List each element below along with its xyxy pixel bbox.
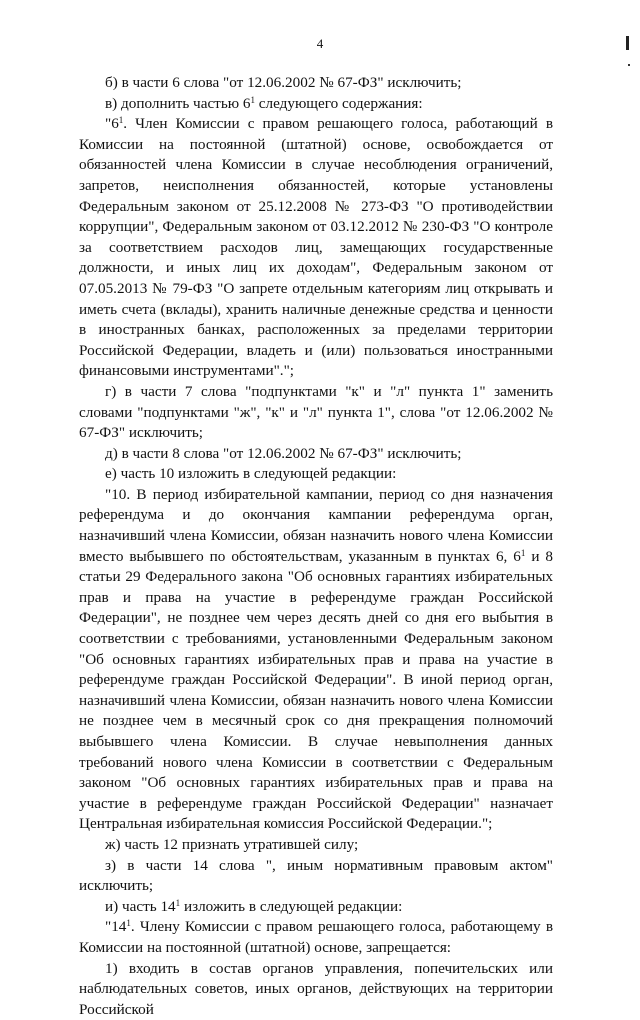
paragraph: и) часть $14^1$ изложить в следующей редакции: xyxy=(105,897,403,915)
paragraph: д) в части 8 слова "от 12.06.2002 № 67-ФЗ" исключить; xyxy=(105,444,462,462)
paragraph: ж) часть 12 признать утратившей силу; xyxy=(105,835,359,853)
paragraph: е) часть 10 изложить в следующей редакции: xyxy=(105,465,397,483)
document-body xyxy=(79,73,553,1020)
paragraph: в) дополнить частью $6^1$ следующего содержания: xyxy=(105,94,423,112)
paragraph: з) в части 14 слова ", иным нормативным правовым актом" исключить; xyxy=(79,856,553,895)
paragraph: б) в части 6 слова "от 12.06.2002 № 67-ФЗ" исключить; xyxy=(105,74,462,91)
paragraph: г) в части 7 слова "подпунктами "к" и "л" пункта 1" заменить словами "подпунктами "ж", "к" и "л" пункта 1", слова "от 12.06.2002 № 67-ФЗ" исключить; xyxy=(79,382,553,442)
paragraph: "$6^1$. Член Комиссии с правом решающего голоса, работающий в Комиссии на постоянной (штатной) основе, освобождается от обязанностей члена Комиссии в случае несоблюдения ограничений, запретов, неисполнения обязанностей, которые установлены Федеральным законом от 25.12.2008 № 273-ФЗ "О противодействии коррупции", Федеральным законом от 03.12.2012 № 230-ФЗ "О контроле за соответствием расходов лиц, замещающих государственные должности, и иных лиц их доходам", Федеральным законом от 07.05.2013 № 79-ФЗ "О запрете отдельным категориям лиц открывать и иметь счета (вклады), хранить наличные денежные средства и ценности в иностранных банках, расположенных за пределами территории Российской Федерации, владеть и (или) пользоваться иностранными финансовыми инструментами"."; xyxy=(79,115,553,380)
paragraph: "$14^1$. Члену Комиссии с правом решающего голоса, работающему в Комиссии на постоянной (штатной) основе, запрещается: xyxy=(79,918,553,956)
page-number: 4 xyxy=(316,36,324,51)
scan-artifact xyxy=(626,36,629,50)
paragraph: "10. В период избирательной кампании, период со дня назначения референдума и до окончания кампании референдума орган, назначивший члена Комиссии, обязан назначить нового члена Комиссии вместо выбывшего по обстоятельствам, указанным в пунктах 6, $6^1$ и 8 статьи 29 Федерального закона "Об основных гарантиях избирательных прав и права на участие в референдуме граждан Российской Федерации", не позднее чем через десять дней со дня его выбытия в соответствии с требованиями, установленными Федеральным законом "Об основных гарантиях избирательных прав и права на участие в референдуме граждан Российской Федерации". В иной период орган, назначивший члена Комиссии, обязан назначить нового члена Комиссии не позднее чем в месячный срок со дня прекращения полномочий выбывшего члена Комиссии. В случае невыполнения данных требований нового члена Комиссии в соответствии с Федеральным законом "Об основных гарантиях избирательных прав и права на участие в референдуме граждан Российской Федерации" назначает Центральная избирательная комиссия Российской Федерации."; xyxy=(79,485,553,833)
paragraph: 1) входить в состав органов управления, попечительских или наблюдательных советов, иных органов, действующих на территории Российской xyxy=(79,959,553,1018)
scan-artifact xyxy=(628,64,630,66)
